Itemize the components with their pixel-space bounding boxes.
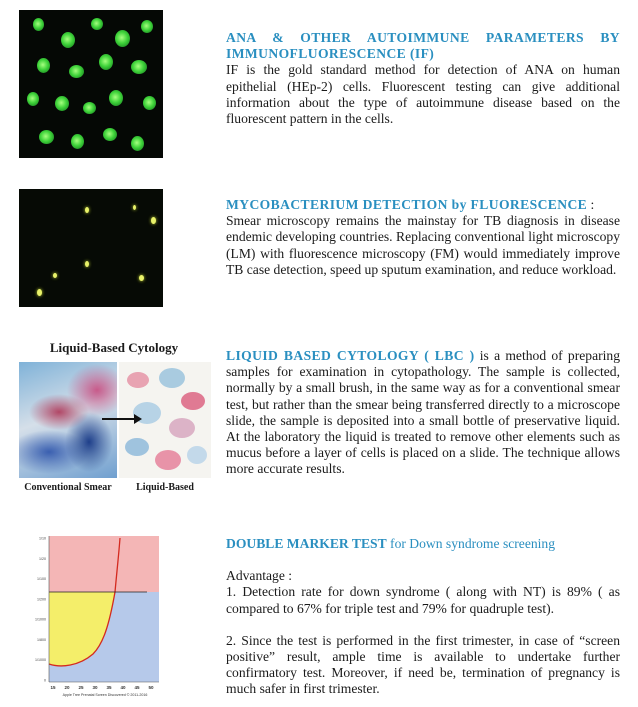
x-tick-label: 35 bbox=[106, 685, 112, 690]
y-tick-label: 1/800 bbox=[37, 637, 46, 642]
x-tick-label: 15 bbox=[50, 685, 56, 690]
double-marker-section bbox=[226, 536, 620, 698]
advantage-point-2: 2. Since the test is performed in the first trimester, in case of “screen positive” result, ample time is available to undertake further confirmatory test. Moreover, if need be, termination of pregnancy is much safer in first trimester. bbox=[226, 632, 620, 697]
y-tick-label: 1/1000 bbox=[35, 658, 46, 663]
x-tick-label: 45 bbox=[134, 685, 140, 690]
immunofluorescence-image bbox=[19, 10, 163, 158]
mycobacterium-body: Smear microscopy remains the mainstay for TB diagnosis in disease endemic developing countries. Replacing conventional light microscopy (LM) with fluorescence microscopy (FM) would immediately improve TB case detection, speed up sputum examination, and reduce workload. bbox=[226, 213, 620, 277]
liquid-based-image bbox=[119, 362, 211, 478]
y-tick-label: 1/20 bbox=[39, 556, 46, 561]
x-tick-label: 25 bbox=[78, 685, 84, 690]
comparison-arrowhead bbox=[134, 414, 142, 424]
advantage-label: Advantage : bbox=[226, 568, 293, 584]
comparison-arrow bbox=[102, 418, 136, 420]
y-tick-label: 1/200 bbox=[37, 597, 46, 602]
mycobacterium-section bbox=[226, 197, 620, 278]
x-tick-label: 50 bbox=[148, 685, 154, 690]
y-tick-label: 0 bbox=[44, 678, 46, 683]
x-tick-label: 20 bbox=[64, 685, 70, 690]
ana-section bbox=[226, 30, 620, 127]
down-syndrome-risk-chart bbox=[19, 530, 169, 700]
advantage-point-1: 1. Detection rate for down syndrome ( along with NT) is 89% ( as compared to 67% for triple test and 79% for quadruple test). bbox=[226, 584, 620, 616]
conventional-smear-caption: Conventional Smear bbox=[24, 482, 112, 493]
mycobacterium-title-suffix: : bbox=[587, 197, 595, 212]
y-tick-label: 1/10 bbox=[39, 536, 46, 541]
ana-title: ANA & OTHER AUTOIMMUNE PARAMETERS BY IMMUNOFLUORESCENCE (IF) bbox=[226, 30, 620, 62]
x-tick-label: 40 bbox=[120, 685, 126, 690]
high-risk-zone bbox=[49, 536, 159, 592]
liquid-based-caption: Liquid-Based bbox=[136, 482, 194, 493]
conventional-smear-image bbox=[19, 362, 117, 478]
lbc-title: LIQUID BASED CYTOLOGY ( LBC ) bbox=[226, 348, 475, 363]
lbc-image-title: Liquid-Based Cytology bbox=[49, 340, 179, 355]
chart-footer: Apple Tree Prenatal Screen Discovered © 2011-2016 bbox=[62, 693, 148, 697]
lbc-section bbox=[226, 348, 620, 478]
y-tick-label: 1/100 bbox=[37, 577, 46, 582]
ana-body: IF is the gold standard method for detection of ANA on human epithelial (HEp-2) cells. Fluorescent testing can give additional information about the type of autoimmune disease based on the fluorescent pattern in the cells. bbox=[226, 62, 620, 127]
lbc-body: is a method of preparing samples for examination in cytopathology. The sample is collected, normally by a small brush, in the same way as for a conventional smear test, but rather than the smear being transferred directly to a microscope slide, the sample is deposited into a small bottle of preservative liquid. At the laboratory the liquid is treated to remove other elements such as mucus before a layer of cells is placed on a slide. The technique allows more accurate results. bbox=[226, 348, 620, 477]
mycobacterium-fluorescence-image bbox=[19, 189, 163, 307]
y-tick-label: 1/1000 bbox=[35, 617, 46, 622]
double-marker-subtitle: for Down syndrome screening bbox=[386, 536, 556, 551]
double-marker-title: DOUBLE MARKER TEST bbox=[226, 536, 387, 551]
mycobacterium-title: MYCOBACTERIUM DETECTION by FLUORESCENCE bbox=[226, 197, 588, 212]
x-tick-label: 30 bbox=[92, 685, 98, 690]
